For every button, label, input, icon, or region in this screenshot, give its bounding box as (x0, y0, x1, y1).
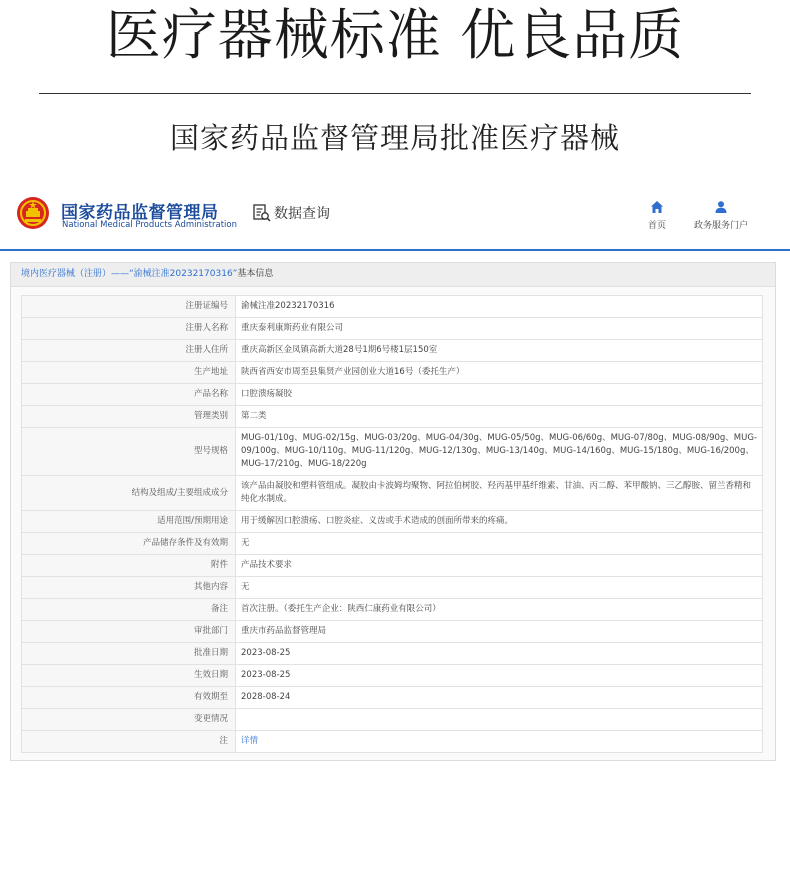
data-query-label: 数据查询 (274, 206, 330, 222)
row-value: 用于缓解因口腔溃疡、口腔炎症、义齿或手术造成的创面所带来的疼痛。 (236, 511, 763, 533)
row-label: 有效期至 (22, 687, 236, 709)
table-row (22, 296, 763, 318)
row-value: 重庆高新区金凤镇高新大道28号1期6号楼1层150室 (236, 340, 763, 362)
row-label: 结构及组成/主要组成成分 (22, 476, 236, 511)
row-label: 型号规格 (22, 428, 236, 476)
table-row (22, 406, 763, 428)
row-label: 注 (22, 731, 236, 753)
row-value: 2023-08-25 (236, 665, 763, 687)
header-accent-bar (0, 249, 790, 251)
panel-title-suffix: 基本信息 (237, 269, 274, 279)
banner-divider (39, 93, 751, 94)
org-name-en: National Medical Products Administration (62, 220, 237, 230)
org-name-zh[interactable]: 国家药品监督管理局 (61, 203, 219, 223)
nav-home-label: 首页 (647, 221, 666, 231)
row-value: 口腔溃疡凝胶 (236, 384, 763, 406)
panel-title-highlight: “渝械注准20232170316” (129, 269, 238, 279)
nav-home[interactable] (627, 200, 687, 231)
panel-title (11, 263, 775, 287)
row-label: 生效日期 (22, 665, 236, 687)
device-info-table (21, 295, 763, 753)
table-row (22, 643, 763, 665)
row-value: 渝械注准20232170316 (236, 296, 763, 318)
row-label: 注册人名称 (22, 318, 236, 340)
table-row (22, 731, 763, 753)
panel-title-prefix: 境内医疗器械（注册）—— (21, 269, 130, 279)
table-row (22, 340, 763, 362)
national-emblem-icon (16, 196, 50, 230)
nav-service-portal-label: 政务服务门户 (693, 221, 748, 231)
row-label: 适用范围/预期用途 (22, 511, 236, 533)
nav-service-portal[interactable] (691, 200, 751, 231)
table-row (22, 362, 763, 384)
row-value: 重庆市药品监督管理局 (236, 621, 763, 643)
banner-headline: 医疗器械标准 优良品质 (105, 3, 685, 67)
table-row (22, 384, 763, 406)
search-document-icon (252, 203, 272, 223)
row-label: 其他内容 (22, 577, 236, 599)
row-label: 生产地址 (22, 362, 236, 384)
row-value: 产品技术要求 (236, 555, 763, 577)
row-value: 第二类 (236, 406, 763, 428)
row-label: 变更情况 (22, 709, 236, 731)
row-label: 附件 (22, 555, 236, 577)
row-value (236, 709, 763, 731)
row-value: 2023-08-25 (236, 643, 763, 665)
table-row (22, 476, 763, 511)
table-row (22, 555, 763, 577)
banner-subheadline: 国家药品监督管理局批准医疗器械 (169, 121, 620, 155)
row-value: 2028-08-24 (236, 687, 763, 709)
user-icon (714, 200, 728, 214)
data-query-link[interactable] (252, 202, 330, 224)
table-row (22, 511, 763, 533)
row-value: MUG-01/10g、MUG-02/15g、MUG-03/20g、MUG-04/30g、MUG-05/50g、MUG-06/60g、MUG-07/80g、MUG-08/90g、MUG-09/100g、MUG-10/110g、MUG-11/120g、MUG-12/130g、MUG-13/140g、MUG-14/160g、MUG-15/180g、MUG-16/200g、MUG-17/210g、MUG-18/220g (236, 428, 763, 476)
row-value: 该产品由凝胶和塑料管组成。凝胶由卡波姆均聚物、阿拉伯树胶、羟丙基甲基纤维素、甘油、丙二醇、苯甲酸钠、三乙醇胺、留兰香精和纯化水制成。 (236, 476, 763, 511)
table-row (22, 665, 763, 687)
table-row (22, 709, 763, 731)
row-label: 批准日期 (22, 643, 236, 665)
row-label: 审批部门 (22, 621, 236, 643)
row-value: 重庆泰利康斯药业有限公司 (236, 318, 763, 340)
table-row (22, 318, 763, 340)
home-icon (650, 200, 664, 214)
table-row (22, 621, 763, 643)
device-info-panel (10, 262, 776, 761)
row-value: 陕西省西安市周至县集贤产业园创业大道16号（委托生产） (236, 362, 763, 384)
row-value: 无 (236, 533, 763, 555)
table-row (22, 577, 763, 599)
row-label: 产品储存条件及有效期 (22, 533, 236, 555)
details-link[interactable]: 详情 (241, 736, 259, 746)
row-label: 备注 (22, 599, 236, 621)
row-label: 注册证编号 (22, 296, 236, 318)
site-header (0, 186, 790, 250)
table-row (22, 533, 763, 555)
table-row (22, 599, 763, 621)
row-value: 无 (236, 577, 763, 599)
table-row (22, 428, 763, 476)
table-row (22, 687, 763, 709)
row-label: 产品名称 (22, 384, 236, 406)
row-value (236, 731, 763, 753)
row-label: 管理类别 (22, 406, 236, 428)
row-label: 注册人住所 (22, 340, 236, 362)
row-value: 首次注册。（委托生产企业：陕西仁康药业有限公司） (236, 599, 763, 621)
